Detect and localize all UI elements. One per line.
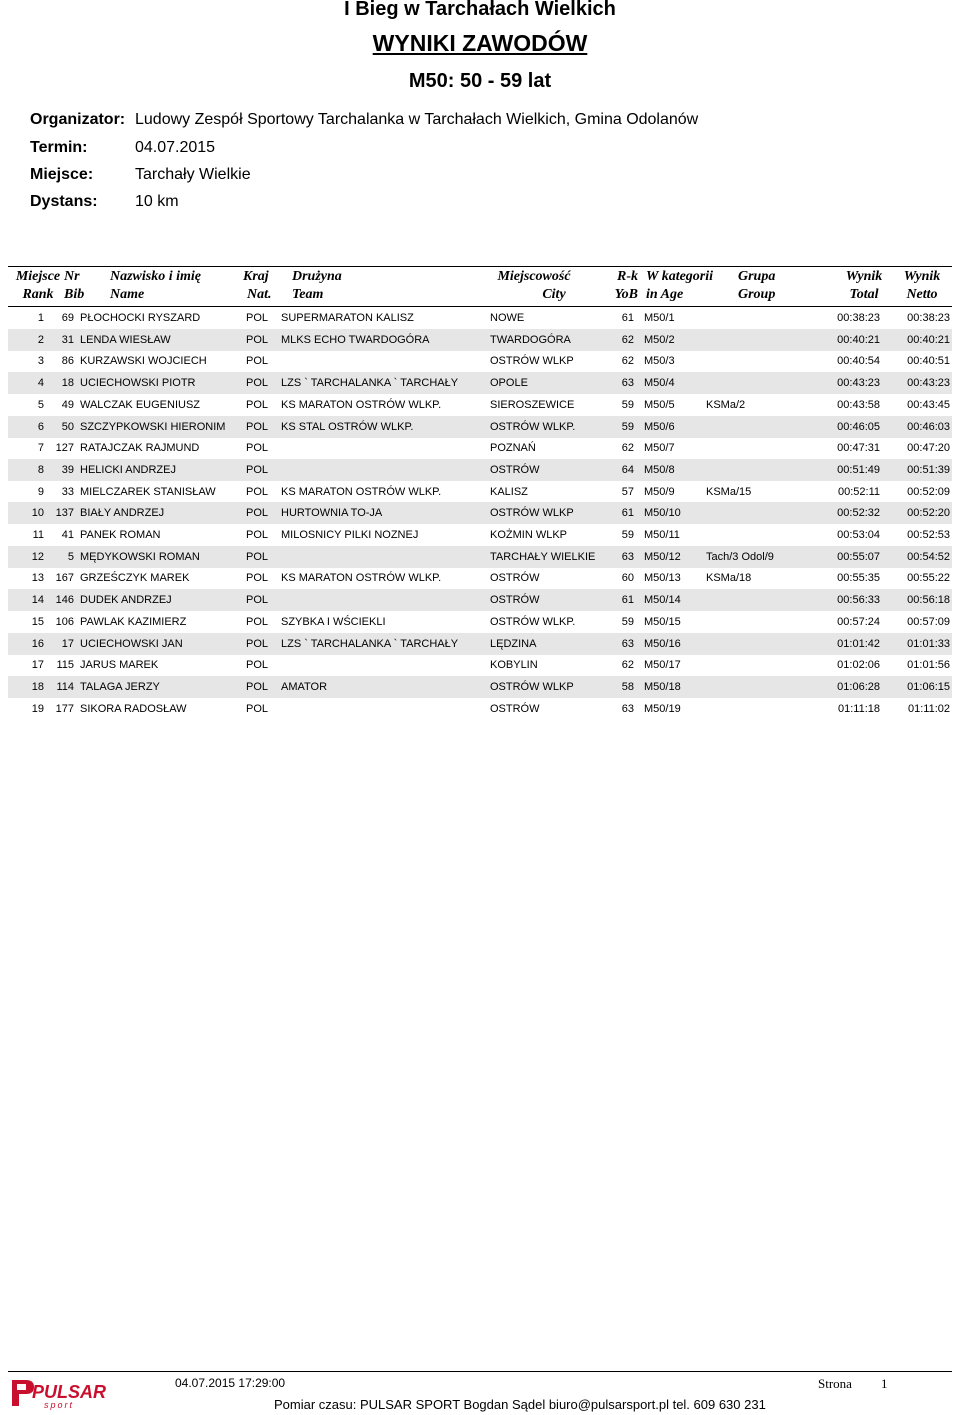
cell-total: 00:40:21 xyxy=(837,333,880,346)
table-row xyxy=(8,481,952,503)
cell-age: M50/2 xyxy=(644,333,675,346)
cell-team: SUPERMARATON KALISZ xyxy=(281,312,414,324)
cell-yob: 63 xyxy=(621,550,634,563)
cell-name: RATAJCZAK RAJMUND xyxy=(80,442,200,455)
cell-team: MLKS ECHO TWARDOGÓRA xyxy=(281,333,430,346)
cell-total: 00:43:23 xyxy=(837,377,880,390)
col-total-header: Wynik Total xyxy=(845,269,883,302)
cell-team: KS MARATON OSTRÓW WLKP. xyxy=(281,398,442,411)
cell-nat: POL xyxy=(246,485,269,498)
cell-age: M50/19 xyxy=(644,702,681,715)
cell-name: UCIECHOWSKI PIOTR xyxy=(80,377,196,390)
cell-yob: 59 xyxy=(621,420,634,433)
cell-name: TALAGA JERZY xyxy=(80,680,160,693)
distance-label: Dystans: xyxy=(30,193,98,210)
cell-netto: 00:57:09 xyxy=(907,615,950,628)
cell-nat: POL xyxy=(246,398,269,411)
footer-rule xyxy=(8,1371,952,1372)
cell-nat: POL xyxy=(246,377,269,390)
col-city-header: Miejscowość City xyxy=(497,269,571,302)
col-name-header: Nazwisko i imię Name xyxy=(110,269,202,302)
cell-group: KSMa/2 xyxy=(706,398,746,411)
cell-group: Tach/3 Odol/9 xyxy=(706,550,774,563)
cell-bib: 177 xyxy=(55,702,74,715)
table-row xyxy=(8,654,952,676)
footer-page-label: Strona xyxy=(818,1376,852,1391)
cell-name: PŁOCHOCKI RYSZARD xyxy=(80,312,201,324)
cell-team: MILOSNICY PILKI NOZNEJ xyxy=(281,529,419,541)
cell-netto: 00:52:53 xyxy=(907,529,950,541)
cell-group: KSMa/18 xyxy=(706,572,752,585)
cell-name: GRZEŚCZYK MAREK xyxy=(80,572,190,585)
cell-total: 00:56:33 xyxy=(837,594,880,607)
table-row xyxy=(8,350,952,372)
cell-yob: 62 xyxy=(621,442,634,455)
cell-age: M50/7 xyxy=(644,442,675,455)
cell-name: KURZAWSKI WOJCIECH xyxy=(80,355,207,368)
event-title: I Bieg w Tarchałach Wielkich xyxy=(344,0,616,20)
cell-rank: 3 xyxy=(37,355,44,368)
cell-name: SZCZYPKOWSKI HIERONIM xyxy=(80,420,226,433)
cell-nat: POL xyxy=(246,463,269,476)
cell-yob: 60 xyxy=(621,572,634,585)
cell-yob: 59 xyxy=(621,529,634,541)
cell-city: KOBYLIN xyxy=(490,659,538,672)
cell-yob: 59 xyxy=(621,615,634,628)
cell-team: HURTOWNIA TO-JA xyxy=(281,507,383,520)
cell-city: OSTRÓW WLKP xyxy=(490,355,574,368)
cell-city: POZNAŃ xyxy=(490,442,536,455)
cell-nat: POL xyxy=(246,312,269,324)
cell-city: OSTRÓW WLKP. xyxy=(490,420,576,433)
cell-nat: POL xyxy=(246,420,269,433)
table-row xyxy=(8,676,952,698)
cell-nat: POL xyxy=(246,615,269,628)
cell-team: LZS ` TARCHALANKA ` TARCHAŁY xyxy=(281,637,459,650)
cell-age: M50/4 xyxy=(644,377,675,390)
cell-team: KS MARATON OSTRÓW WLKP. xyxy=(281,485,442,498)
cell-age: M50/17 xyxy=(644,659,681,672)
cell-rank: 13 xyxy=(31,572,44,585)
cell-team: KS MARATON OSTRÓW WLKP. xyxy=(281,572,442,585)
header-top-rule xyxy=(8,266,952,267)
table-row xyxy=(8,611,952,633)
pulsar-logo-icon xyxy=(12,1380,34,1406)
cell-age: M50/9 xyxy=(644,485,675,498)
cell-total: 00:57:24 xyxy=(837,615,880,628)
cell-total: 01:01:42 xyxy=(837,637,880,650)
cell-nat: POL xyxy=(246,637,269,650)
cell-name: WALCZAK EUGENIUSZ xyxy=(80,398,200,411)
distance-value: 10 km xyxy=(135,193,179,210)
cell-bib: 106 xyxy=(55,615,74,628)
cell-name: PAWLAK KAZIMIERZ xyxy=(80,615,187,628)
col-nat-header: Kraj Nat. xyxy=(243,269,272,302)
table-row xyxy=(8,372,952,394)
cell-yob: 64 xyxy=(621,463,634,476)
cell-yob: 62 xyxy=(621,659,634,672)
cell-netto: 00:52:09 xyxy=(907,485,950,498)
cell-rank: 18 xyxy=(31,680,44,693)
cell-age: M50/16 xyxy=(644,637,681,650)
organizer-label: Organizator: xyxy=(30,111,126,128)
cell-nat: POL xyxy=(246,594,269,607)
cell-total: 00:46:05 xyxy=(837,420,880,433)
place-value: Tarchały Wielkie xyxy=(135,166,251,183)
cell-netto: 00:56:18 xyxy=(907,594,950,607)
footer-timing-credit: Pomiar czasu: PULSAR SPORT Bogdan Sądel biuro@pulsarsport.pl tel. 609 630 231 xyxy=(274,1397,766,1412)
cell-total: 00:43:58 xyxy=(837,398,880,411)
cell-total: 00:55:35 xyxy=(837,572,880,585)
cell-rank: 7 xyxy=(37,442,44,455)
cell-name: BIAŁY ANDRZEJ xyxy=(80,507,165,520)
cell-yob: 62 xyxy=(621,355,634,368)
cell-netto: 01:06:15 xyxy=(907,680,950,693)
table-row xyxy=(8,546,952,568)
logo-main-text: PULSAR xyxy=(32,1382,107,1402)
col-rank-header: Miejsce Rank xyxy=(15,269,61,302)
cell-city: TARCHAŁY WIELKIE xyxy=(490,550,596,563)
cell-bib: 69 xyxy=(61,312,74,324)
cell-city: OSTRÓW xyxy=(490,463,540,476)
cell-bib: 127 xyxy=(55,442,74,455)
cell-age: M50/18 xyxy=(644,680,681,693)
col-group-header: Grupa Group xyxy=(738,269,776,302)
col-bib-header: Nr Bib xyxy=(64,269,85,302)
cell-netto: 01:01:56 xyxy=(907,659,950,672)
cell-total: 01:11:18 xyxy=(837,702,880,715)
cell-rank: 2 xyxy=(37,333,44,346)
table-row xyxy=(8,524,952,546)
table-row xyxy=(8,567,952,589)
cell-bib: 18 xyxy=(61,377,74,390)
cell-city: NOWE xyxy=(490,312,525,324)
cell-rank: 4 xyxy=(37,377,44,390)
cell-rank: 10 xyxy=(31,507,44,520)
cell-yob: 63 xyxy=(621,377,634,390)
cell-age: M50/15 xyxy=(644,615,681,628)
col-age-header: W kategorii in Age xyxy=(646,269,714,302)
cell-age: M50/14 xyxy=(644,594,681,607)
cell-age: M50/3 xyxy=(644,355,675,368)
table-row xyxy=(8,589,952,611)
cell-age: M50/13 xyxy=(644,572,681,585)
cell-city: OSTRÓW xyxy=(490,572,540,585)
cell-netto: 00:52:20 xyxy=(907,507,950,520)
cell-bib: 167 xyxy=(55,572,74,585)
cell-group: KSMa/15 xyxy=(706,485,752,498)
cell-name: JARUS MAREK xyxy=(80,659,159,672)
cell-bib: 137 xyxy=(55,507,74,520)
cell-bib: 146 xyxy=(55,594,74,607)
cell-total: 00:52:32 xyxy=(837,507,880,520)
cell-name: PANEK ROMAN xyxy=(80,529,161,541)
cell-bib: 114 xyxy=(56,680,74,693)
cell-rank: 9 xyxy=(37,485,44,498)
footer-timestamp: 04.07.2015 17:29:00 xyxy=(175,1376,286,1390)
cell-name: SIKORA RADOSŁAW xyxy=(80,702,187,715)
cell-yob: 61 xyxy=(621,594,634,607)
cell-name: DUDEK ANDRZEJ xyxy=(80,594,172,607)
cell-bib: 39 xyxy=(61,463,74,476)
cell-name: HELICKI ANDRZEJ xyxy=(80,463,176,476)
table-row xyxy=(8,307,952,329)
cell-nat: POL xyxy=(246,680,269,693)
col-team-header: Drużyna Team xyxy=(292,269,342,302)
table-row xyxy=(8,394,952,416)
cell-bib: 49 xyxy=(61,398,74,411)
cell-total: 00:47:31 xyxy=(837,442,880,455)
cell-total: 00:55:07 xyxy=(837,550,880,563)
cell-netto: 00:40:21 xyxy=(907,333,950,346)
cell-nat: POL xyxy=(246,333,269,346)
cell-bib: 115 xyxy=(56,659,74,672)
cell-city: OSTRÓW xyxy=(490,594,540,607)
table-row xyxy=(8,416,952,438)
cell-team: LZS ` TARCHALANKA ` TARCHAŁY xyxy=(281,377,459,390)
cell-name: LENDA WIESŁAW xyxy=(80,333,171,346)
cell-team: SZYBKA I WŚCIEKLI xyxy=(281,615,386,628)
cell-total: 00:52:11 xyxy=(837,485,880,498)
cell-city: OSTRÓW WLKP xyxy=(490,680,574,693)
cell-netto: 00:38:23 xyxy=(907,312,950,324)
table-row xyxy=(8,502,952,524)
cell-netto: 00:46:03 xyxy=(907,420,950,433)
cell-name: UCIECHOWSKI JAN xyxy=(80,637,183,650)
cell-city: OSTRÓW WLKP. xyxy=(490,615,576,628)
cell-age: M50/8 xyxy=(644,463,675,476)
cell-netto: 00:43:23 xyxy=(907,377,950,390)
cell-rank: 16 xyxy=(31,637,44,650)
cell-total: 00:51:49 xyxy=(837,463,880,476)
cell-name: MIELCZAREK STANISŁAW xyxy=(80,485,216,498)
cell-team: AMATOR xyxy=(281,680,328,693)
col-yob-header: R-k YoB xyxy=(614,269,638,302)
cell-rank: 8 xyxy=(37,463,44,476)
cell-age: M50/12 xyxy=(644,550,681,563)
cell-nat: POL xyxy=(246,702,269,715)
cell-age: M50/1 xyxy=(644,312,675,324)
cell-yob: 62 xyxy=(621,333,634,346)
cell-netto: 00:47:20 xyxy=(907,442,950,455)
cell-total: 01:06:28 xyxy=(837,680,880,693)
cell-total: 00:38:23 xyxy=(837,312,880,324)
cell-total: 00:40:54 xyxy=(837,355,880,368)
cell-total: 01:02:06 xyxy=(837,659,880,672)
cell-bib: 17 xyxy=(61,637,74,650)
cell-nat: POL xyxy=(246,659,269,672)
table-row xyxy=(8,633,952,655)
footer-page-number: 1 xyxy=(881,1376,888,1391)
cell-city: OPOLE xyxy=(490,377,528,390)
cell-rank: 5 xyxy=(37,398,44,411)
cell-city: TWARDOGÓRA xyxy=(490,333,571,346)
cell-yob: 58 xyxy=(621,680,634,693)
cell-bib: 31 xyxy=(61,333,74,346)
cell-rank: 12 xyxy=(31,550,44,563)
table-row xyxy=(8,698,952,720)
cell-yob: 59 xyxy=(621,398,634,411)
cell-city: SIEROSZEWICE xyxy=(490,398,575,411)
cell-rank: 19 xyxy=(31,702,44,715)
cell-age: M50/10 xyxy=(644,507,681,520)
cell-nat: POL xyxy=(246,442,269,455)
cell-rank: 14 xyxy=(31,594,44,607)
cell-age: M50/6 xyxy=(644,420,675,433)
cell-netto: 01:01:33 xyxy=(907,637,950,650)
cell-bib: 41 xyxy=(61,529,74,541)
pulsar-logo xyxy=(10,1376,112,1410)
cell-city: LĘDZINA xyxy=(490,637,537,650)
cell-rank: 1 xyxy=(37,312,44,324)
cell-nat: POL xyxy=(246,550,269,563)
cell-bib: 33 xyxy=(61,485,74,498)
cell-bib: 86 xyxy=(61,355,74,368)
cell-city: KALISZ xyxy=(490,485,528,498)
cell-nat: POL xyxy=(246,355,269,368)
cell-netto: 00:54:52 xyxy=(907,550,950,563)
cell-yob: 63 xyxy=(621,702,634,715)
cell-bib: 5 xyxy=(67,550,74,563)
col-netto-header: Wynik Netto xyxy=(903,269,941,302)
cell-yob: 61 xyxy=(621,312,634,324)
cell-bib: 50 xyxy=(61,420,74,433)
table-row xyxy=(8,459,952,481)
results-title: WYNIKI ZAWODÓW xyxy=(372,30,588,56)
cell-city: OSTRÓW xyxy=(490,702,540,715)
cell-nat: POL xyxy=(246,529,269,541)
table-row xyxy=(8,437,952,459)
cell-city: OSTRÓW WLKP xyxy=(490,507,574,520)
cell-rank: 6 xyxy=(37,420,44,433)
cell-netto: 00:55:22 xyxy=(907,572,950,585)
date-value: 04.07.2015 xyxy=(135,139,216,156)
cell-yob: 57 xyxy=(621,485,634,498)
logo-sub-text: sport xyxy=(44,1400,75,1410)
cell-city: KOŻMIN WLKP xyxy=(490,529,568,541)
place-label: Miejsce: xyxy=(30,166,94,183)
cell-age: M50/5 xyxy=(644,398,675,411)
cell-nat: POL xyxy=(246,507,269,520)
cell-total: 00:53:04 xyxy=(837,529,880,541)
cell-name: MĘDYKOWSKI ROMAN xyxy=(80,550,200,563)
category-title: M50: 50 - 59 lat xyxy=(408,70,552,92)
cell-age: M50/11 xyxy=(644,529,680,541)
cell-rank: 15 xyxy=(31,615,44,628)
cell-yob: 61 xyxy=(621,507,634,520)
cell-netto: 00:43:45 xyxy=(907,398,950,411)
cell-netto: 01:11:02 xyxy=(907,702,950,715)
cell-netto: 00:40:51 xyxy=(907,355,950,368)
cell-nat: POL xyxy=(246,572,269,585)
cell-netto: 00:51:39 xyxy=(907,463,950,476)
cell-yob: 63 xyxy=(621,637,634,650)
organizer-value: Ludowy Zespół Sportowy Tarchalanka w Tarchałach Wielkich, Gmina Odolanów xyxy=(135,111,699,128)
cell-rank: 11 xyxy=(32,529,44,541)
table-row xyxy=(8,329,952,351)
date-label: Termin: xyxy=(30,139,88,156)
cell-team: KS STAL OSTRÓW WLKP. xyxy=(281,420,414,433)
cell-rank: 17 xyxy=(31,659,44,672)
